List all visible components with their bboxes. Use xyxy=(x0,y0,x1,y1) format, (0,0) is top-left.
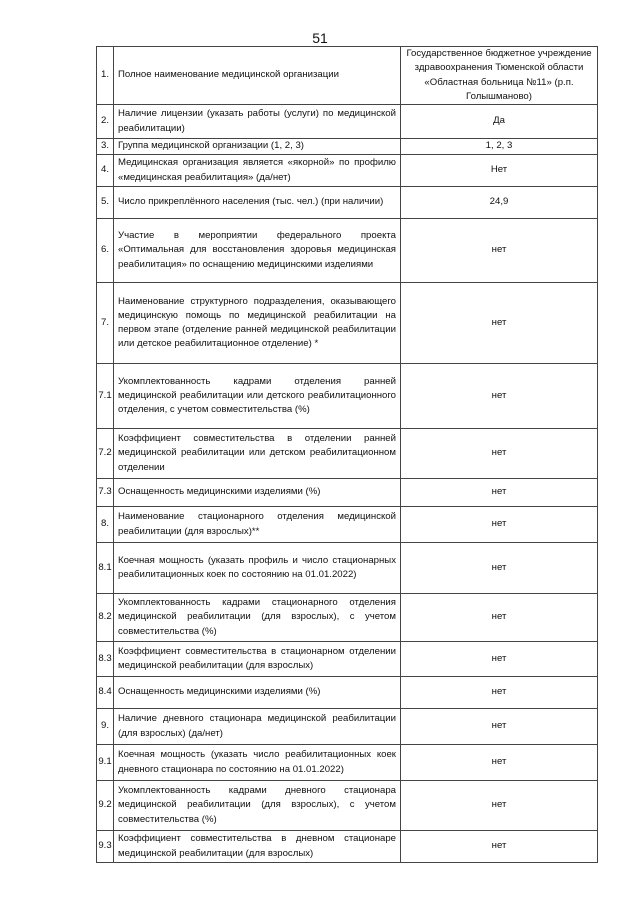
table-row xyxy=(97,105,598,139)
table-row xyxy=(97,47,598,105)
row-label: Коэффициент совместительства в отделении ранней медицинской реабилитации или детском реабилитационном отделении xyxy=(114,429,401,479)
table-row xyxy=(97,709,598,745)
row-label: Коечная мощность (указать число реабилитационных коек дневного стационара по состоянию на 01.01.2022) xyxy=(114,745,401,781)
row-label: Группа медицинской организации (1, 2, 3) xyxy=(114,139,401,155)
row-label: Коэффициент совместительства в стационарном отделении медицинской реабилитации (для взрослых) xyxy=(114,642,401,677)
row-number: 9. xyxy=(97,709,114,745)
row-number: 9.3 xyxy=(97,831,114,863)
row-number: 7.2 xyxy=(97,429,114,479)
row-number: 7. xyxy=(97,283,114,364)
row-number: 5. xyxy=(97,187,114,219)
table-row xyxy=(97,507,598,543)
row-number: 7.3 xyxy=(97,479,114,507)
row-value: Нет xyxy=(401,155,598,187)
row-value: нет xyxy=(401,745,598,781)
row-number: 2. xyxy=(97,105,114,139)
row-label: Наличие дневного стационара медицинской реабилитации (для взрослых) (да/нет) xyxy=(114,709,401,745)
row-value: нет xyxy=(401,543,598,594)
row-label: Оснащенность медицинскими изделиями (%) xyxy=(114,479,401,507)
table-row xyxy=(97,139,598,155)
table-row xyxy=(97,543,598,594)
table-row xyxy=(97,781,598,831)
row-value: 1, 2, 3 xyxy=(401,139,598,155)
row-value: нет xyxy=(401,594,598,642)
table-row xyxy=(97,594,598,642)
row-label: Коэффициент совместительства в дневном стационаре медицинской реабилитации (для взрослых) xyxy=(114,831,401,863)
row-label: Полное наименование медицинской организации xyxy=(114,47,401,105)
row-label: Укомплектованность кадрами отделения ранней медицинской реабилитации или детского реабилитационного отделения, с учетом совместительства (%) xyxy=(114,364,401,429)
table-row xyxy=(97,155,598,187)
row-value: нет xyxy=(401,677,598,709)
page-number: 51 xyxy=(312,30,328,46)
row-label: Укомплектованность кадрами стационарного отделения медицинской реабилитации (для взрослых), с учетом совместительства (%) xyxy=(114,594,401,642)
table-row xyxy=(97,187,598,219)
table-row xyxy=(97,745,598,781)
table-row xyxy=(97,642,598,677)
row-number: 6. xyxy=(97,219,114,283)
row-label: Коечная мощность (указать профиль и число стационарных реабилитационных коек по состоянию на 01.01.2022) xyxy=(114,543,401,594)
row-label: Укомплектованность кадрами дневного стационара медицинской реабилитации (для взрослых), с учетом совместительства (%) xyxy=(114,781,401,831)
row-number: 7.1 xyxy=(97,364,114,429)
row-value: Да xyxy=(401,105,598,139)
row-label: Число прикреплённого населения (тыс. чел.) (при наличии) xyxy=(114,187,401,219)
row-label: Оснащенность медицинскими изделиями (%) xyxy=(114,677,401,709)
row-value: нет xyxy=(401,364,598,429)
table-row xyxy=(97,283,598,364)
row-value: нет xyxy=(401,781,598,831)
table-row xyxy=(97,677,598,709)
row-value: нет xyxy=(401,507,598,543)
row-label: Наличие лицензии (указать работы (услуги) по медицинской реабилитации) xyxy=(114,105,401,139)
row-label: Медицинская организация является «якорной» по профилю «медицинская реабилитация» (да/нет) xyxy=(114,155,401,187)
table-row xyxy=(97,429,598,479)
row-value: нет xyxy=(401,709,598,745)
row-number: 8.2 xyxy=(97,594,114,642)
row-number: 1. xyxy=(97,47,114,105)
row-value: Государственное бюджетное учреждение здравоохранения Тюменской области «Областная больница №11» (р.п. Голышманово) xyxy=(401,47,598,105)
row-value: нет xyxy=(401,642,598,677)
row-number: 4. xyxy=(97,155,114,187)
row-number: 8.4 xyxy=(97,677,114,709)
table-row xyxy=(97,219,598,283)
row-number: 9.1 xyxy=(97,745,114,781)
row-number: 8.3 xyxy=(97,642,114,677)
row-value: нет xyxy=(401,219,598,283)
table-row xyxy=(97,479,598,507)
row-number: 8. xyxy=(97,507,114,543)
row-value: 24,9 xyxy=(401,187,598,219)
row-number: 9.2 xyxy=(97,781,114,831)
row-label: Наименование структурного подразделения, оказывающего медицинскую помощь по медицинской реабилитации на первом этапе (отделение ранней медицинской реабилитации или детское реабилитационное отделение) * xyxy=(114,283,401,364)
table-row xyxy=(97,831,598,863)
row-value: нет xyxy=(401,283,598,364)
row-label: Наименование стационарного отделения медицинской реабилитации (для взрослых)** xyxy=(114,507,401,543)
row-label: Участие в мероприятии федерального проекта «Оптимальная для восстановления здоровья медицинская реабилитация» по оснащению медицинскими изделиями xyxy=(114,219,401,283)
row-value: нет xyxy=(401,429,598,479)
document-table xyxy=(96,46,598,863)
row-number: 8.1 xyxy=(97,543,114,594)
row-number: 3. xyxy=(97,139,114,155)
row-value: нет xyxy=(401,479,598,507)
row-value: нет xyxy=(401,831,598,863)
table-row xyxy=(97,364,598,429)
